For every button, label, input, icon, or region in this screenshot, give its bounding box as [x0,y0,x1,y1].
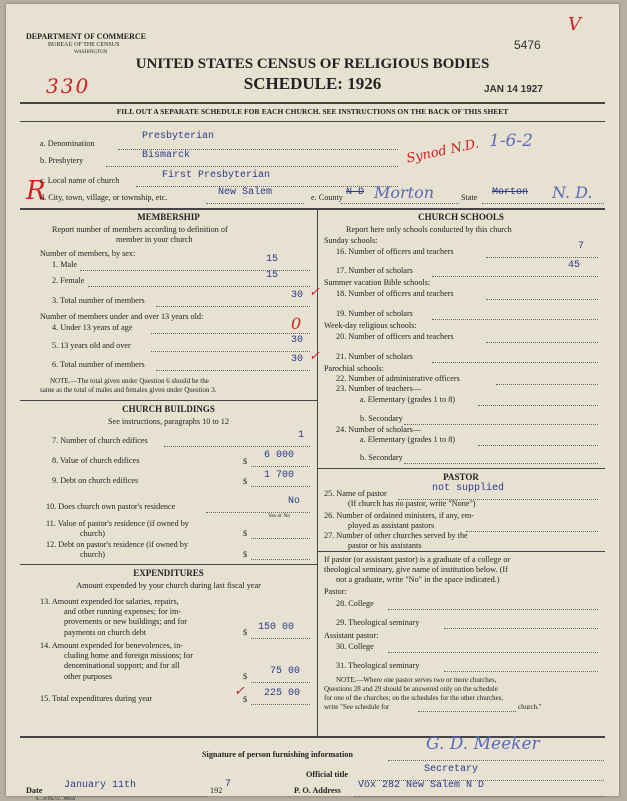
county-label: e. County [311,193,343,202]
q17-value: 45 [568,260,581,271]
q26-line-2: ployed as assistant pastors [348,521,435,530]
parochial-schools-label: Parochial schools: [324,364,384,373]
buildings-bottom-rule [20,564,317,565]
membership-intro-2: member in your church [116,235,193,244]
q15-check-icon: ✓ [234,684,245,699]
pastor-note-2: Questions 28 and 29 should be answered only on the schedule [324,685,498,693]
q25-label: 25. Name of pastor [324,489,387,498]
instruction-line: FILL OUT A SEPARATE SCHEDULE FOR EACH CHURCH. SEE INSTRUCTIONS ON THE BACK OF THIS SHEET [116,107,509,116]
q5-label: 5. 13 years old and over [52,341,131,350]
q8-line [251,466,310,467]
q18-line [486,299,598,300]
year-prefix: 192 [210,786,223,795]
q18-label: 18. Number of officers and teachers [336,289,454,298]
code-note: 1-6-2 [489,131,533,151]
census-schedule-sheet [6,4,619,801]
denomination-value: Presbyterian [142,131,215,142]
q22-label: 22. Number of administrative officers [336,374,460,383]
q14-line-2: cluding home and foreign missions; for [64,651,193,660]
q11-dollar: $ [243,529,248,538]
state-value: N. D. [552,183,593,202]
q14-line-4: other purposes [64,672,112,681]
pastor-note-5: church." [518,703,542,711]
q16-label: 16. Number of officers and teachers [336,247,454,256]
q13-line [251,638,310,639]
address-label: P. O. Address [294,786,341,795]
corner-check-mark: V [568,14,581,35]
city-line [206,203,304,204]
q1-label: 1. Male [52,260,78,269]
q10-value: No [288,496,301,507]
graduate-note-1: If pastor (or assistant pastor) is a graduate of a college or [324,555,511,564]
q2-label: 2. Female [52,276,85,285]
pastor-note-4: write "See schedule for [324,703,390,711]
q4-label: 4. Under 13 years of age [52,323,133,332]
membership-note-1: NOTE.—The total given under Question 6 should be the [50,377,209,385]
q17-label: 17. Number of scholars [336,266,413,275]
q23a-line [478,405,598,406]
q9-label: 9. Debt on church edifices [52,476,139,485]
schools-bottom-rule [317,468,605,469]
instruction-rule [20,121,605,122]
year-digit: 7 [225,779,232,790]
city-label: d. City, town, village, or township, etc. [40,193,168,202]
q23a-label: a. Elementary (grades 1 to 8) [360,395,456,404]
q6-check-icon: ✓ [309,349,320,364]
q25-note: (If church has no pastor, write "None") [348,499,476,508]
q21-line [432,362,598,363]
membership-bottom-rule [20,400,317,401]
q3-line [156,306,310,307]
expenditures-subheading: Amount expended by your church during last fiscal year [76,581,261,590]
q5-line [151,351,310,352]
q14-line [251,682,310,683]
q13-dollar: $ [243,628,248,637]
print-code: 8—5518a 11—90844 [36,796,75,801]
stamp-number: 330 [46,74,91,98]
q9-dollar: $ [243,477,248,486]
q4-line [151,333,310,334]
pastor-note-line [418,711,516,712]
q7-line [164,446,310,447]
q13-line-4: payments on church debt [64,628,147,637]
membership-intro-1: Report number of members according to definition of [52,225,228,234]
q12-label-1: 12. Debt on pastor's residence (if owned by [46,540,188,549]
q3-label: 3. Total number of members [52,296,145,305]
membership-note-2: same as the total of males and females given under Question 3. [40,386,217,394]
q26-line-1: 26. Number of ordained ministers, if any, em- [324,511,474,520]
sunday-schools-label: Sunday schools: [324,236,378,245]
q4-value: 0 [291,314,302,333]
q9-value: 1 700 [264,470,295,481]
official-title-label: Official title [306,770,349,779]
q11-label-1: 11. Value of pastor's residence (if owned by [46,519,189,528]
q23b-label: b. Secondary [360,414,403,423]
q24b-label: b. Secondary [360,453,403,462]
q23b-line [404,424,598,425]
department-name: DEPARTMENT OF COMMERCE [26,32,147,41]
presbytery-line [106,166,398,167]
q21-label: 21. Number of scholars [336,352,413,361]
state-label: State [461,193,478,202]
form-number: 5476 [514,38,541,52]
q15-value: 225 00 [264,688,301,699]
q24a-label: a. Elementary (grades 1 to 8) [360,435,456,444]
weekday-schools-label: Week-day religious schools: [324,321,417,330]
schools-subheading: Report here only schools conducted by this church [346,225,512,234]
q15-label: 15. Total expenditures during year [40,694,153,703]
synod-note: Synod N.D. [405,136,481,167]
q28-label: 28. College [336,599,374,608]
pastor-note-1: NOTE.—Where one pastor serves two or more churches, [336,676,497,684]
q8-dollar: $ [243,457,248,466]
q27-line-1: 27. Number of other churches served by the [324,531,468,540]
q13-value: 150 00 [258,622,295,633]
presbytery-label: b. Presbytery [40,156,84,165]
q8-value: 6 000 [264,450,295,461]
summer-schools-label: Summer vacation Bible schools: [324,278,431,287]
q6-label: 6. Total number of members [52,360,145,369]
q24-label: 24. Number of scholars— [336,425,422,434]
signature-handwritten: G. D. Meeker [426,734,540,754]
q14-dollar: $ [243,672,248,681]
q7-label: 7. Number of church edifices [52,436,148,445]
city-value: New Salem [218,187,273,198]
q15-line [251,704,310,705]
official-title-value: Secretary [424,764,479,775]
q30-line [388,652,598,653]
state-struck: Morton [492,187,529,198]
local-name-value: First Presbyterian [162,170,271,181]
q24b-line [404,463,598,464]
q11-line [251,538,310,539]
q20-label: 20. Number of officers and teachers [336,332,454,341]
signature-label: Signature of person furnishing information [202,750,353,759]
q13-line-3: provements or new buildings; and for [64,617,188,626]
q10-line [206,512,310,513]
q31-label: 31. Theological seminary [336,661,420,670]
local-name-label: c. Local name of church [40,176,120,185]
date-value: January 11th [64,780,137,791]
county-struck: N D [346,187,365,198]
q12-label-2: church) [80,550,106,559]
pastor-note-3: for one of the churches; on the schedules for the other churches, [324,694,504,702]
age-breakdown-label: Number of members under and over 13 years old: [40,312,204,321]
q6-line [156,370,310,371]
q20-line [486,342,598,343]
form-title: UNITED STATES CENSUS OF RELIGIOUS BODIES [135,56,490,72]
assistant-pastor-subheading: Assistant pastor: [324,631,379,640]
q29-label: 29. Theological seminary [336,618,420,627]
q19-line [432,319,598,320]
schedule-title: SCHEDULE: 1926 [243,74,382,93]
graduate-note-3: not a graduate, write "No" in the space indicated.) [336,575,500,584]
presbytery-value: Bismarck [142,150,191,161]
yes-no-hint: Yes or No [268,513,291,519]
q5-value: 30 [291,335,304,346]
q2-value: 15 [266,270,279,281]
schools-heading: CHURCH SCHOOLS [418,212,504,222]
city-name: WASHINGTON [74,50,108,55]
q11-label-2: church) [80,529,106,538]
q10-label: 10. Does church own pastor's residence [46,502,176,511]
q24a-line [478,445,598,446]
q7-value: 1 [298,430,305,441]
q14-line-1: 14. Amount expended for benevolences, in- [40,641,184,650]
members-by-sex-label: Number of members, by sex: [40,249,136,258]
q17-line [432,276,598,277]
q16-value: 7 [578,241,585,252]
q9-line [251,486,310,487]
q2-line [88,286,310,287]
q3-value: 30 [291,290,304,301]
q31-line [444,671,598,672]
q27-line-2: pastor or his assistants [348,541,422,550]
q3-check-icon: ✓ [309,285,320,300]
q1-value: 15 [266,254,279,265]
q12-line [251,559,310,560]
header-rule [20,102,605,104]
q6-value: 30 [291,354,304,365]
q8-label: 8. Value of church edifices [52,456,140,465]
signature-line [388,760,604,761]
graduate-note-2: theological seminary, give name of institution below. (If [324,565,508,574]
section-top-rule [20,208,605,210]
buildings-heading: CHURCH BUILDINGS [122,404,215,414]
pastor-heading: PASTOR [443,472,479,482]
q23-label: 23. Number of teachers— [336,384,422,393]
date-received-stamp: JAN 14 1927 [484,84,543,95]
q25-value: not supplied [432,483,505,494]
date-label: Date [26,786,43,795]
q14-value: 75 00 [270,666,301,677]
denomination-label: a. Denomination [40,139,95,148]
q28-line [388,609,598,610]
membership-heading: MEMBERSHIP [137,212,200,222]
q22-line [496,384,598,385]
address-line [354,796,604,797]
q29-line [444,628,598,629]
county-value: Morton [374,183,435,202]
address-value: Vox 282 New Salem N D [358,780,485,791]
q19-label: 19. Number of scholars [336,309,413,318]
q30-label: 30. College [336,642,374,651]
margin-mark: R [26,176,46,206]
buildings-subheading: See instructions, paragraphs 10 to 12 [108,417,229,426]
q14-line-3: denominational support; and for all [64,661,180,670]
state-line [482,203,604,204]
expenditures-heading: EXPENDITURES [133,568,204,578]
bureau-name: BUREAU OF THE CENSUS [48,42,120,48]
q26-line [466,531,598,532]
pastor-mid-rule [317,551,605,552]
pastor-subheading: Pastor: [324,587,347,596]
q15-dollar: $ [243,695,248,704]
county-line [341,203,459,204]
q16-line [486,257,598,258]
q12-dollar: $ [243,550,248,559]
q13-line-2: and other running expenses; for im- [64,607,182,616]
q13-line-1: 13. Amount expended for salaries, repairs, [40,597,179,606]
